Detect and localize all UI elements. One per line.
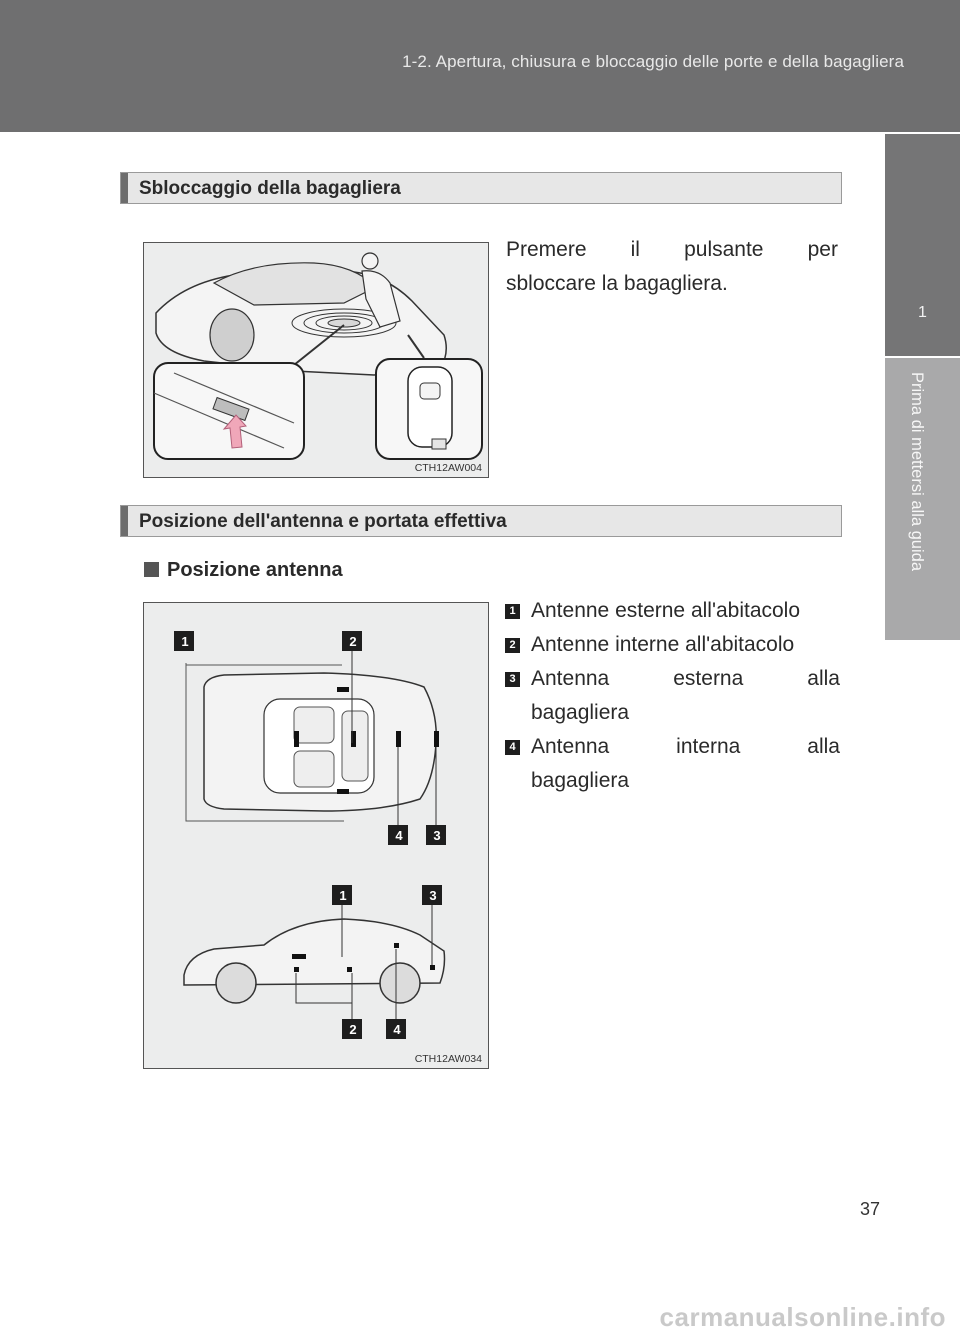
antenna-location-diagram [143, 602, 489, 1069]
word: Antenna [531, 735, 610, 758]
word: esterna [673, 667, 744, 690]
legend-text [531, 730, 840, 798]
heading-accent-bar [121, 173, 128, 203]
word: Premere [506, 238, 587, 261]
word: il [630, 238, 640, 261]
legend-line-1 [531, 730, 840, 764]
word: alla [807, 735, 840, 758]
word: alla [807, 667, 840, 690]
callout-label: 3 [433, 828, 441, 843]
subheading-antenna-position [144, 559, 343, 582]
chapter-number: 1 [918, 304, 927, 321]
legend-line-2: bagagliera [531, 701, 630, 724]
callout-label: 4 [395, 828, 403, 843]
watermark-text: carmanualsonline.info [659, 1302, 946, 1332]
callout-label: 1 [339, 888, 347, 903]
section-heading-text: Sbloccaggio della bagagliera [139, 178, 401, 199]
word: interna [676, 735, 741, 758]
square-bullet-icon [144, 562, 159, 577]
section-heading-unlock-trunk [120, 172, 842, 204]
page-header [0, 0, 960, 132]
page-number: 37 [859, 1199, 880, 1219]
car-rear-trunk-drawing [144, 243, 488, 477]
unlock-instruction [506, 233, 838, 301]
legend-line-1 [531, 662, 840, 696]
watermark [0, 1300, 960, 1334]
chapter-title: 1-2. Apertura, chiusura e bloccaggio delle porte e della bagagliera [402, 52, 904, 71]
chapter-tab-label: Prima di mettersi alla guida [908, 372, 926, 571]
chapter-tab [885, 134, 960, 356]
word: per [807, 238, 838, 261]
figure-code: CTH12AW034 [414, 1053, 482, 1065]
legend-number-badge: 3 [505, 672, 520, 687]
callout-label: 4 [393, 1022, 401, 1037]
legend-text: Antenne interne all'abitacolo [531, 633, 795, 656]
legend-line-2: bagagliera [531, 769, 630, 792]
legend-text [531, 662, 840, 730]
callout-label: 2 [349, 634, 357, 649]
legend-text: Antenne esterne all'abitacolo [531, 599, 801, 622]
instruction-line-2: sbloccare la bagagliera. [506, 272, 728, 295]
legend-number-badge: 2 [505, 638, 520, 653]
legend-number-badge: 4 [505, 740, 520, 755]
callout-label: 2 [349, 1022, 357, 1037]
section-heading-antenna [120, 505, 842, 537]
callout-label: 1 [181, 634, 189, 649]
figure-code: CTH12AW004 [414, 462, 482, 474]
word: Antenna [531, 667, 610, 690]
section-heading-text: Posizione dell'antenna e portata effettiva [139, 511, 507, 532]
chapter-tab-label-box [885, 358, 960, 640]
heading-accent-bar [121, 506, 128, 536]
subheading-text: Posizione antenna [167, 559, 343, 581]
trunk-opener-illustration [143, 242, 489, 478]
legend-number-badge: 1 [505, 604, 520, 619]
word: pulsante [684, 238, 764, 261]
instruction-line-1 [506, 233, 838, 267]
callout-label: 3 [429, 888, 437, 903]
